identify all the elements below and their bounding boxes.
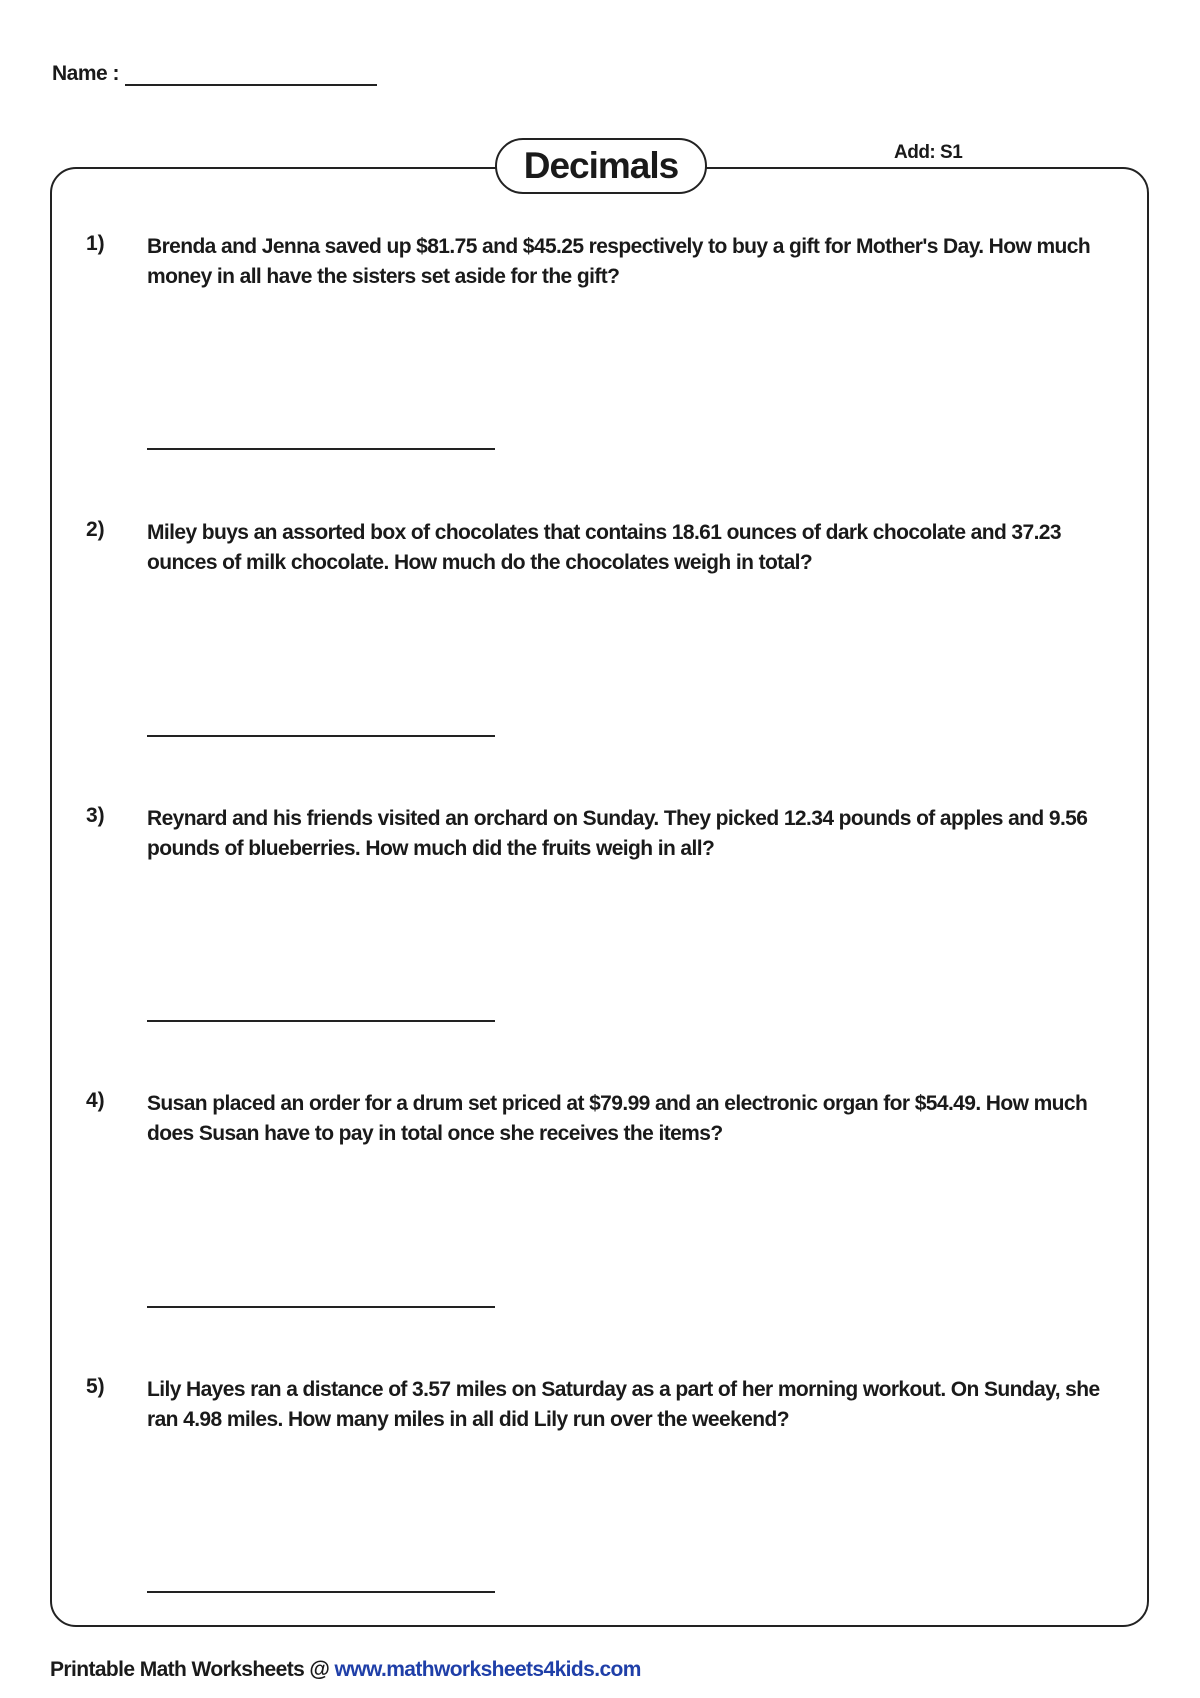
name-blank-line[interactable] bbox=[125, 60, 377, 86]
question-number: 3) bbox=[86, 804, 105, 827]
question-text: Reynard and his friends visited an orchard on Sunday. They picked 12.34 pounds of apples and 9.56 pounds of blueberries. How much did the fruits weigh in all? bbox=[147, 807, 1088, 860]
worksheet-title: Decimals bbox=[495, 138, 707, 194]
footer bbox=[50, 1658, 641, 1682]
question-number: 1) bbox=[86, 232, 105, 255]
question-text: Brenda and Jenna saved up $81.75 and $45.25 respectively to buy a gift for Mother's Day. How much money in all have the sisters set aside for the gift? bbox=[147, 235, 1091, 288]
question-number: 5) bbox=[86, 1375, 105, 1398]
question-text: Susan placed an order for a drum set priced at $79.99 and an electronic organ for $54.49. How much does Susan have to pay in total once she receives the items? bbox=[147, 1092, 1088, 1145]
answer-line-1[interactable] bbox=[147, 448, 495, 450]
name-field-row bbox=[52, 60, 377, 86]
footer-link[interactable]: www.mathworksheets4kids.com bbox=[334, 1658, 641, 1681]
worksheet-code: Add: S1 bbox=[894, 142, 963, 163]
answer-line-3[interactable] bbox=[147, 1020, 495, 1022]
answer-line-4[interactable] bbox=[147, 1306, 495, 1308]
question-number: 4) bbox=[86, 1089, 105, 1112]
question-number: 2) bbox=[86, 518, 105, 541]
footer-label: Printable Math Worksheets @ bbox=[50, 1658, 335, 1681]
answer-line-2[interactable] bbox=[147, 735, 495, 737]
name-label: Name : bbox=[52, 62, 120, 85]
answer-line-5[interactable] bbox=[147, 1591, 495, 1593]
question-text: Miley buys an assorted box of chocolates that contains 18.61 ounces of dark chocolate and 37.23 ounces of milk chocolate. How much do the chocolates weigh in total? bbox=[147, 521, 1061, 574]
question-text: Lily Hayes ran a distance of 3.57 miles on Saturday as a part of her morning workout. On Sunday, she ran 4.98 miles. How many miles in all did Lily run over the weekend? bbox=[147, 1378, 1100, 1431]
